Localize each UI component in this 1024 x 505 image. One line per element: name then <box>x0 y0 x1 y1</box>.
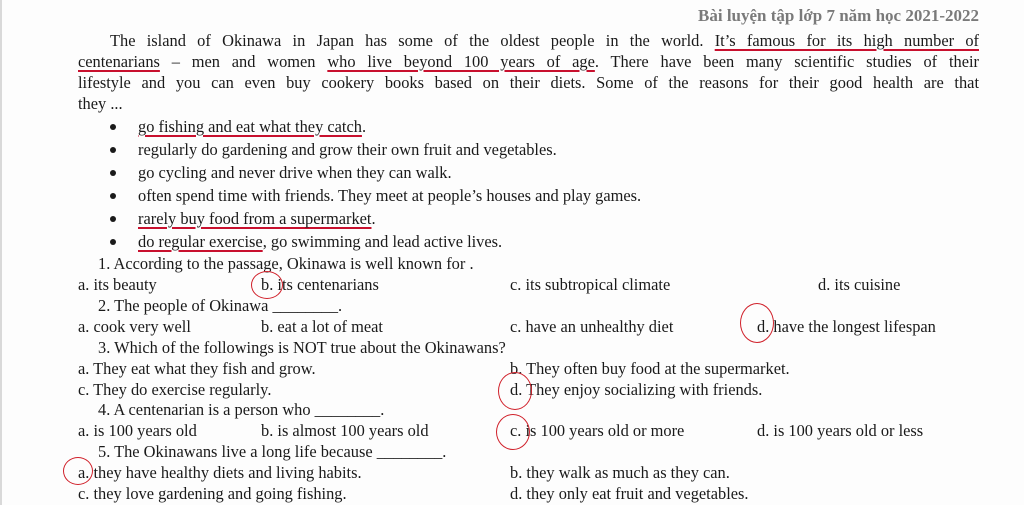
question-4-stem: 4. A centenarian is a person who ________. <box>98 400 385 419</box>
bullet-dot <box>110 124 116 130</box>
answer-circle-q2 <box>740 303 774 343</box>
question-3-option-d[interactable]: d. They enjoy socializing with friends. <box>510 380 763 399</box>
bullet-item-6: do regular exercise, go swimming and lead active lives. <box>138 232 503 251</box>
question-3-stem: 3. Which of the followings is NOT true about the Okinawans? <box>98 338 506 357</box>
bullet-item-5: rarely buy food from a supermarket. <box>138 209 376 228</box>
bullet-dot <box>110 193 116 199</box>
bullet-dot <box>110 147 116 153</box>
bullet-item-1: go fishing and eat what they catch. <box>138 117 367 136</box>
question-4-option-b[interactable]: b. is almost 100 years old <box>261 421 429 440</box>
question-3-option-a[interactable]: a. They eat what they fish and grow. <box>78 359 316 378</box>
question-3-option-c[interactable]: c. They do exercise regularly. <box>78 380 272 399</box>
bullet-item-2: regularly do gardening and grow their own fruit and vegetables. <box>138 140 557 159</box>
question-5-stem: 5. The Okinawans live a long life because ________. <box>98 442 447 461</box>
question-1-option-b[interactable]: b. its centenarians <box>261 275 379 294</box>
answer-circle-q4 <box>496 414 530 450</box>
passage-line-1: The island of Okinawa in Japan has some of the oldest people in the world. It’s famous for its high number of <box>110 31 979 50</box>
question-2-option-c[interactable]: c. have an unhealthy diet <box>510 317 674 336</box>
answer-circle-q3 <box>498 372 532 410</box>
question-2-option-b[interactable]: b. eat a lot of meat <box>261 317 383 336</box>
question-2-stem: 2. The people of Okinawa ________. <box>98 296 343 315</box>
bullet-dot <box>110 216 116 222</box>
passage-line-4: they ... <box>78 94 123 113</box>
passage-line-3: lifestyle and you can even buy cookery books based on their diets. Some of the reasons for their good health are that <box>78 73 979 92</box>
question-1-stem: 1. According to the passage, Okinawa is well known for . <box>98 254 474 273</box>
passage-line-2: centenarians – men and women who live beyond 100 years of age. There have been many scientific studies of their <box>78 52 979 71</box>
worksheet-header: Bài luyện tập lớp 7 năm học 2021-2022 <box>698 6 979 25</box>
answer-circle-q1 <box>251 271 283 299</box>
question-4-option-c[interactable]: c. is 100 years old or more <box>510 421 685 440</box>
answer-circle-q5 <box>63 457 93 485</box>
question-2-option-d[interactable]: d. have the longest lifespan <box>757 317 936 336</box>
bullet-dot <box>110 239 116 245</box>
question-1-option-c[interactable]: c. its subtropical climate <box>510 275 671 294</box>
bullet-item-3: go cycling and never drive when they can walk. <box>138 163 452 182</box>
bullet-dot <box>110 170 116 176</box>
question-5-option-a[interactable]: a. they have healthy diets and living habits. <box>78 463 362 482</box>
question-1-option-d[interactable]: d. its cuisine <box>818 275 901 294</box>
question-5-option-c[interactable]: c. they love gardening and going fishing. <box>78 484 347 503</box>
bullet-item-4: often spend time with friends. They meet at people’s houses and play games. <box>138 186 642 205</box>
question-4-option-a[interactable]: a. is 100 years old <box>78 421 197 440</box>
question-2-option-a[interactable]: a. cook very well <box>78 317 191 336</box>
question-5-option-d[interactable]: d. they only eat fruit and vegetables. <box>510 484 749 503</box>
question-1-option-a[interactable]: a. its beauty <box>78 275 157 294</box>
question-3-option-b[interactable]: b. They often buy food at the supermarket. <box>510 359 790 378</box>
question-4-option-d[interactable]: d. is 100 years old or less <box>757 421 924 440</box>
question-5-option-b[interactable]: b. they walk as much as they can. <box>510 463 730 482</box>
page-edge <box>0 0 2 505</box>
